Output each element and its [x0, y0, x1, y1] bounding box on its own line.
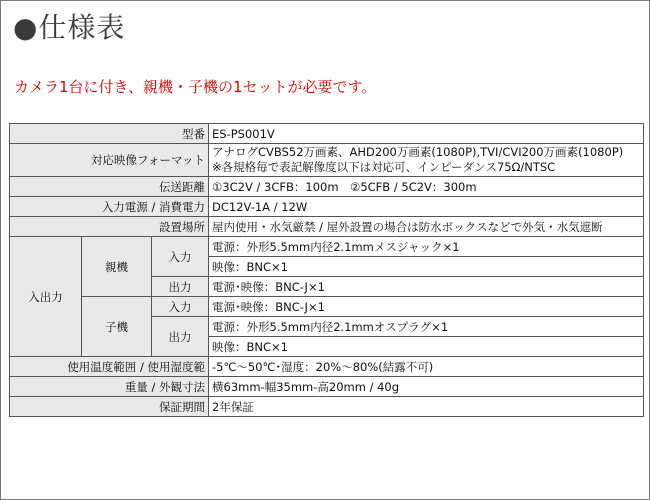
format-line-1: アナログCVBS52万画素、AHD200万画素(1080P),TVI/CVI200万画素(1080P): [212, 145, 624, 159]
spec-label-power: 入力電源 / 消費電力: [10, 197, 209, 217]
set-notice: カメラ1台に付き、親機・子機の1セットが必要です。: [14, 78, 377, 96]
io-row-parent-input-1: [10, 237, 644, 257]
spec-table: [9, 123, 644, 417]
format-line-2: ※各規格毎で表記解像度以下は対応可、インピーダンス75Ω/NTSC: [212, 160, 556, 174]
child-output-video: 映像：BNC×1: [209, 337, 644, 357]
spec-row-power: [10, 197, 644, 217]
parent-input-power: 電源：外形5.5mm内径2.1mmメスジャック×1: [209, 237, 644, 257]
spec-row-location: [10, 217, 644, 237]
child-input-label: 入力: [152, 297, 209, 317]
io-row-child-input: [10, 297, 644, 317]
child-input-value: 電源･映像：BNC-J×1: [209, 297, 644, 317]
spec-value-location: 屋内使用・水気厳禁 / 屋外設置の場合は防水ボックスなどで外気・水気遮断: [209, 217, 644, 237]
spec-row-weight: [10, 377, 644, 397]
child-label: 子機: [82, 297, 152, 357]
spec-row-warranty: [10, 397, 644, 417]
page-title: ●仕様表: [13, 11, 126, 44]
spec-label-model: 型番: [10, 124, 209, 144]
io-label: 入出力: [10, 237, 82, 357]
spec-value-distance: ①3C2V / 3CFB：100m ②5CFB / 5C2V：300m: [209, 177, 644, 197]
spec-row-model: [10, 124, 644, 144]
spec-value-weight: 横63mm-幅35mm-高20mm / 40g: [209, 377, 644, 397]
spec-label-location: 設置場所: [10, 217, 209, 237]
spec-value-format: [209, 144, 644, 177]
parent-output-label: 出力: [152, 277, 209, 297]
spec-value-model: ES-PS001V: [209, 124, 644, 144]
child-output-label: 出力: [152, 317, 209, 357]
spec-row-temperature: [10, 357, 644, 377]
spec-row-distance: [10, 177, 644, 197]
parent-input-label: 入力: [152, 237, 209, 277]
spec-value-temperature: -5℃～50℃･湿度：20%～80%(結露不可): [209, 357, 644, 377]
spec-label-distance: 伝送距離: [10, 177, 209, 197]
spec-label-weight: 重量 / 外観寸法: [10, 377, 209, 397]
spec-label-temperature: 使用温度範囲 / 使用湿度範: [10, 357, 209, 377]
spec-label-format: 対応映像フォーマット: [10, 144, 209, 177]
spec-value-warranty: 2年保証: [209, 397, 644, 417]
parent-output-value: 電源･映像：BNC-J×1: [209, 277, 644, 297]
child-output-power: 電源：外形5.5mm内径2.1mmオスプラグ×1: [209, 317, 644, 337]
parent-input-video: 映像：BNC×1: [209, 257, 644, 277]
spec-value-power: DC12V-1A / 12W: [209, 197, 644, 217]
spec-row-format: [10, 144, 644, 177]
parent-label: 親機: [82, 237, 152, 297]
spec-label-warranty: 保証期間: [10, 397, 209, 417]
